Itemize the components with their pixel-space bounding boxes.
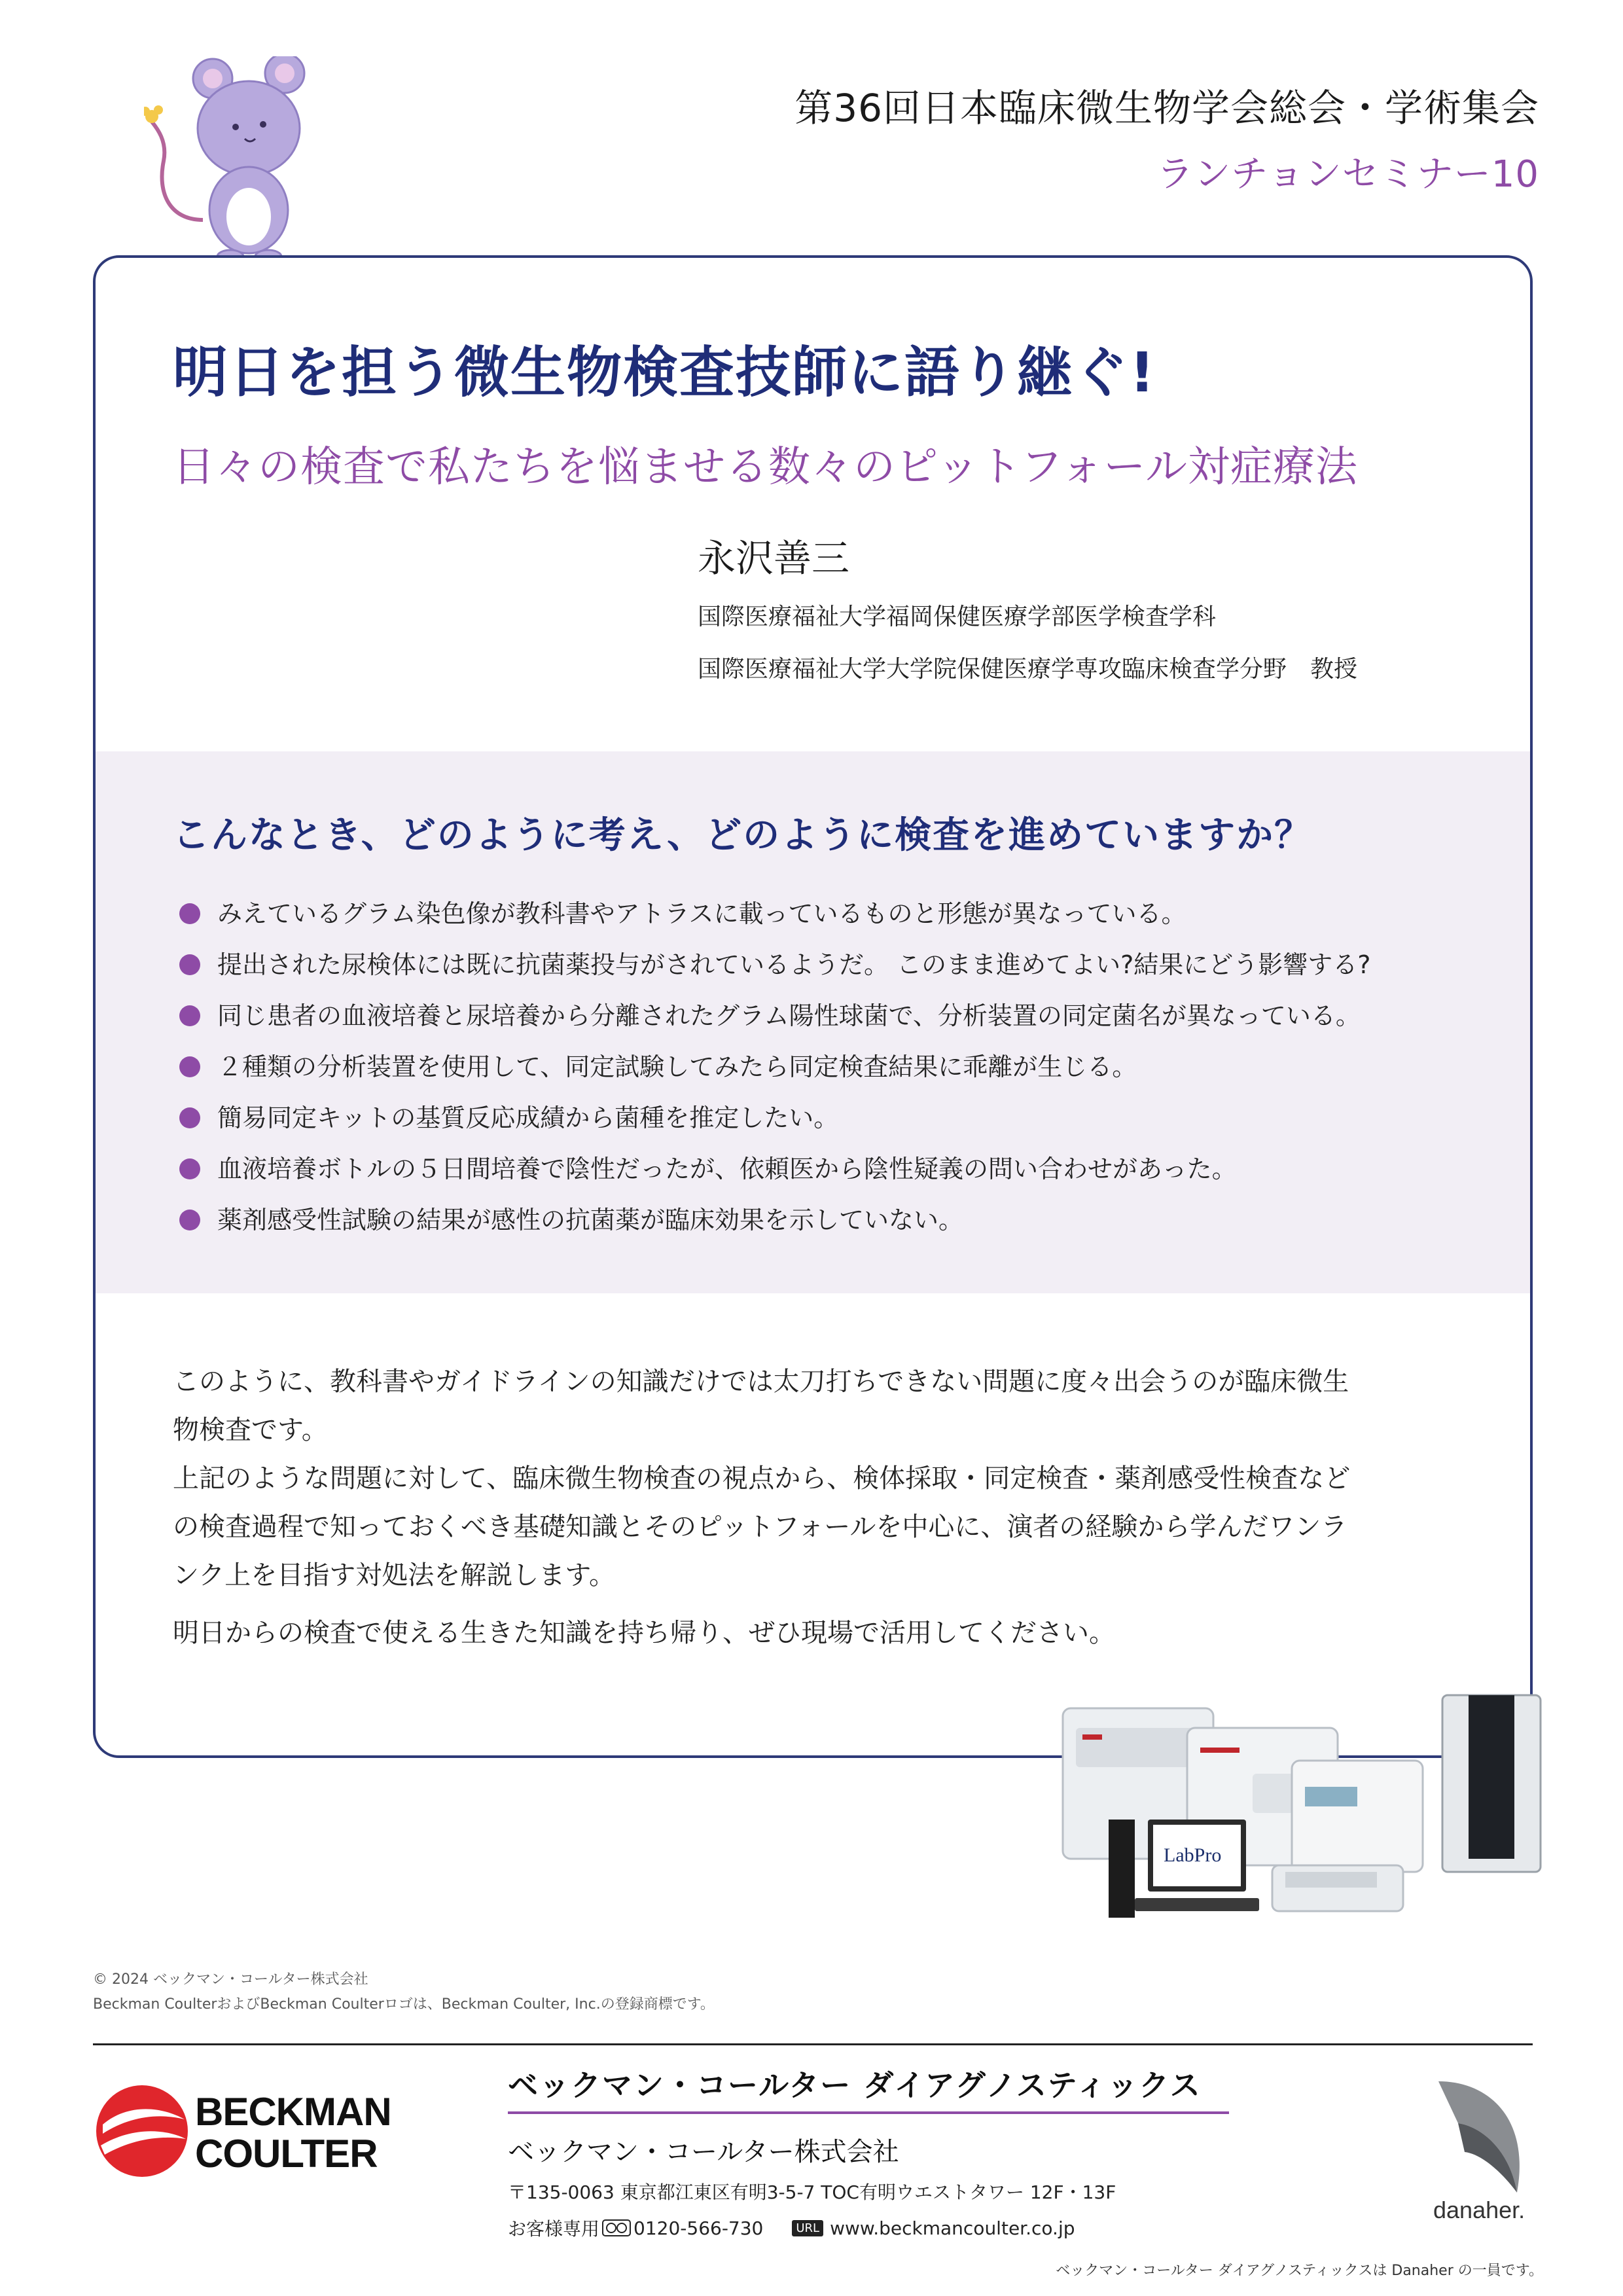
- company-address: 〒135-0063 東京都江東区有明3-5-7 TOC有明ウエストタワー 12F・13F: [508, 2181, 1116, 2203]
- logo-wordmark-2: COULTER: [195, 2132, 378, 2176]
- questions-heading: こんなとき、どのように考え、どのように検査を進めていますか？: [173, 814, 1313, 857]
- list-item: みえているグラム染色像が教科書やアトラスに載っているものと形態が異なっている。: [179, 894, 1370, 945]
- list-item: ２種類の分析装置を使用して、同定試験してみたら同定検査結果に乖離が生じる。: [179, 1047, 1370, 1098]
- list-item: 提出された尿検体には既に抗菌薬投与がされているようだ。 このまま進めてよい?結果にどう影響する?: [179, 945, 1370, 996]
- beckman-coulter-logo: [93, 2079, 459, 2197]
- phone-label: お客様専用: [508, 2218, 600, 2240]
- company-name: ベックマン・コールター株式会社: [508, 2137, 899, 2167]
- speaker-name: 永沢善三: [698, 536, 850, 581]
- bullet-icon: [179, 1158, 200, 1179]
- bullet-icon: [179, 1056, 200, 1077]
- description-line: の検査過程で知っておくべき基礎知識とそのピットフォールを中心に、演者の経験から学んだワンラ: [173, 1512, 1347, 1542]
- danaher-logo-mark-icon: [1419, 2068, 1550, 2212]
- list-item: 同じ患者の血液培養と尿培養から分離されたグラム陽性球菌で、分析装置の同定菌名が異なっている。: [179, 996, 1370, 1047]
- lab-instruments-image: [1056, 1689, 1554, 1924]
- division-name: ベックマン・コールター ダイアグノスティックス: [508, 2068, 1202, 2103]
- conference-title: 第36回日本臨床微生物学会総会・学術集会: [794, 86, 1539, 130]
- labpro-screen-label: LabPro: [1164, 1844, 1222, 1866]
- list-item: 血液培養ボトルの５日間培養で陰性だったが、依頼医から陰性疑義の問い合わせがあった。: [179, 1149, 1370, 1200]
- contact-info: [508, 2215, 1075, 2241]
- description-line: 物検査です。: [173, 1415, 328, 1445]
- lecture-subtitle: 日々の検査で私たちを悩ませる数々のピットフォール対症療法: [173, 443, 1359, 492]
- questions-panel: [96, 751, 1530, 1293]
- bullet-icon: [179, 1005, 200, 1026]
- beckman-coulter-mark-icon: [93, 2079, 191, 2183]
- speaker-affiliation-2: 国際医療福祉大学大学院保健医療学専攻臨床検査学分野 教授: [698, 656, 1358, 683]
- footer-divider: [93, 2043, 1533, 2045]
- bullet-icon: [179, 954, 200, 975]
- seminar-card: [93, 255, 1533, 1758]
- seminar-label: ランチョンセミナー10: [1156, 153, 1539, 196]
- description-line: このように、教科書やガイドラインの知識だけでは太刀打ちできない問題に度々出会うのが臨床微生: [173, 1367, 1349, 1397]
- bullet-icon: [179, 1210, 200, 1230]
- website-link[interactable]: www.beckmancoulter.co.jp: [830, 2217, 1075, 2239]
- copyright-line: © 2024 ベックマン・コールター株式会社: [93, 1971, 368, 1988]
- url-badge: URL: [792, 2220, 823, 2236]
- phone-number: 0120-566-730: [633, 2217, 764, 2239]
- list-item: 簡易同定キットの基質反応成績から菌種を推定したい。: [179, 1098, 1370, 1149]
- bullet-icon: [179, 1107, 200, 1128]
- freedial-icon: [602, 2219, 631, 2236]
- lecture-title: 明日を担う微生物検査技師に語り継ぐ!: [173, 340, 1156, 404]
- danaher-membership-note: ベックマン・コールター ダイアグノスティックスは Danaher の一員です。: [1056, 2263, 1543, 2279]
- description-line: 明日からの検査で使える生きた知識を持ち帰り、ぜひ現場で活用してください。: [173, 1618, 1115, 1648]
- description-text: [173, 1357, 1475, 1657]
- copyright-notice: [93, 1967, 715, 2017]
- mouse-mascot-illustration: [144, 56, 334, 279]
- division-underline: [508, 2111, 1229, 2114]
- questions-list: [179, 894, 1370, 1251]
- bullet-icon: [179, 903, 200, 924]
- description-line: ンク上を目指す対処法を解説します。: [173, 1560, 615, 1590]
- trademark-line: Beckman CoulterおよびBeckman Coulterロゴは、Beckman Coulter, Inc.の登録商標です。: [93, 1996, 715, 2013]
- danaher-wordmark: danaher.: [1433, 2197, 1525, 2223]
- speaker-affiliation-1: 国際医療福祉大学福岡保健医療学部医学検査学科: [698, 603, 1217, 630]
- list-item: 薬剤感受性試験の結果が感性の抗菌薬が臨床効果を示していない。: [179, 1200, 1370, 1251]
- logo-wordmark-1: BECKMAN: [195, 2090, 391, 2134]
- description-line: 上記のような問題に対して、臨床微生物検査の視点から、検体採取・同定検査・薬剤感受性検査など: [173, 1463, 1351, 1494]
